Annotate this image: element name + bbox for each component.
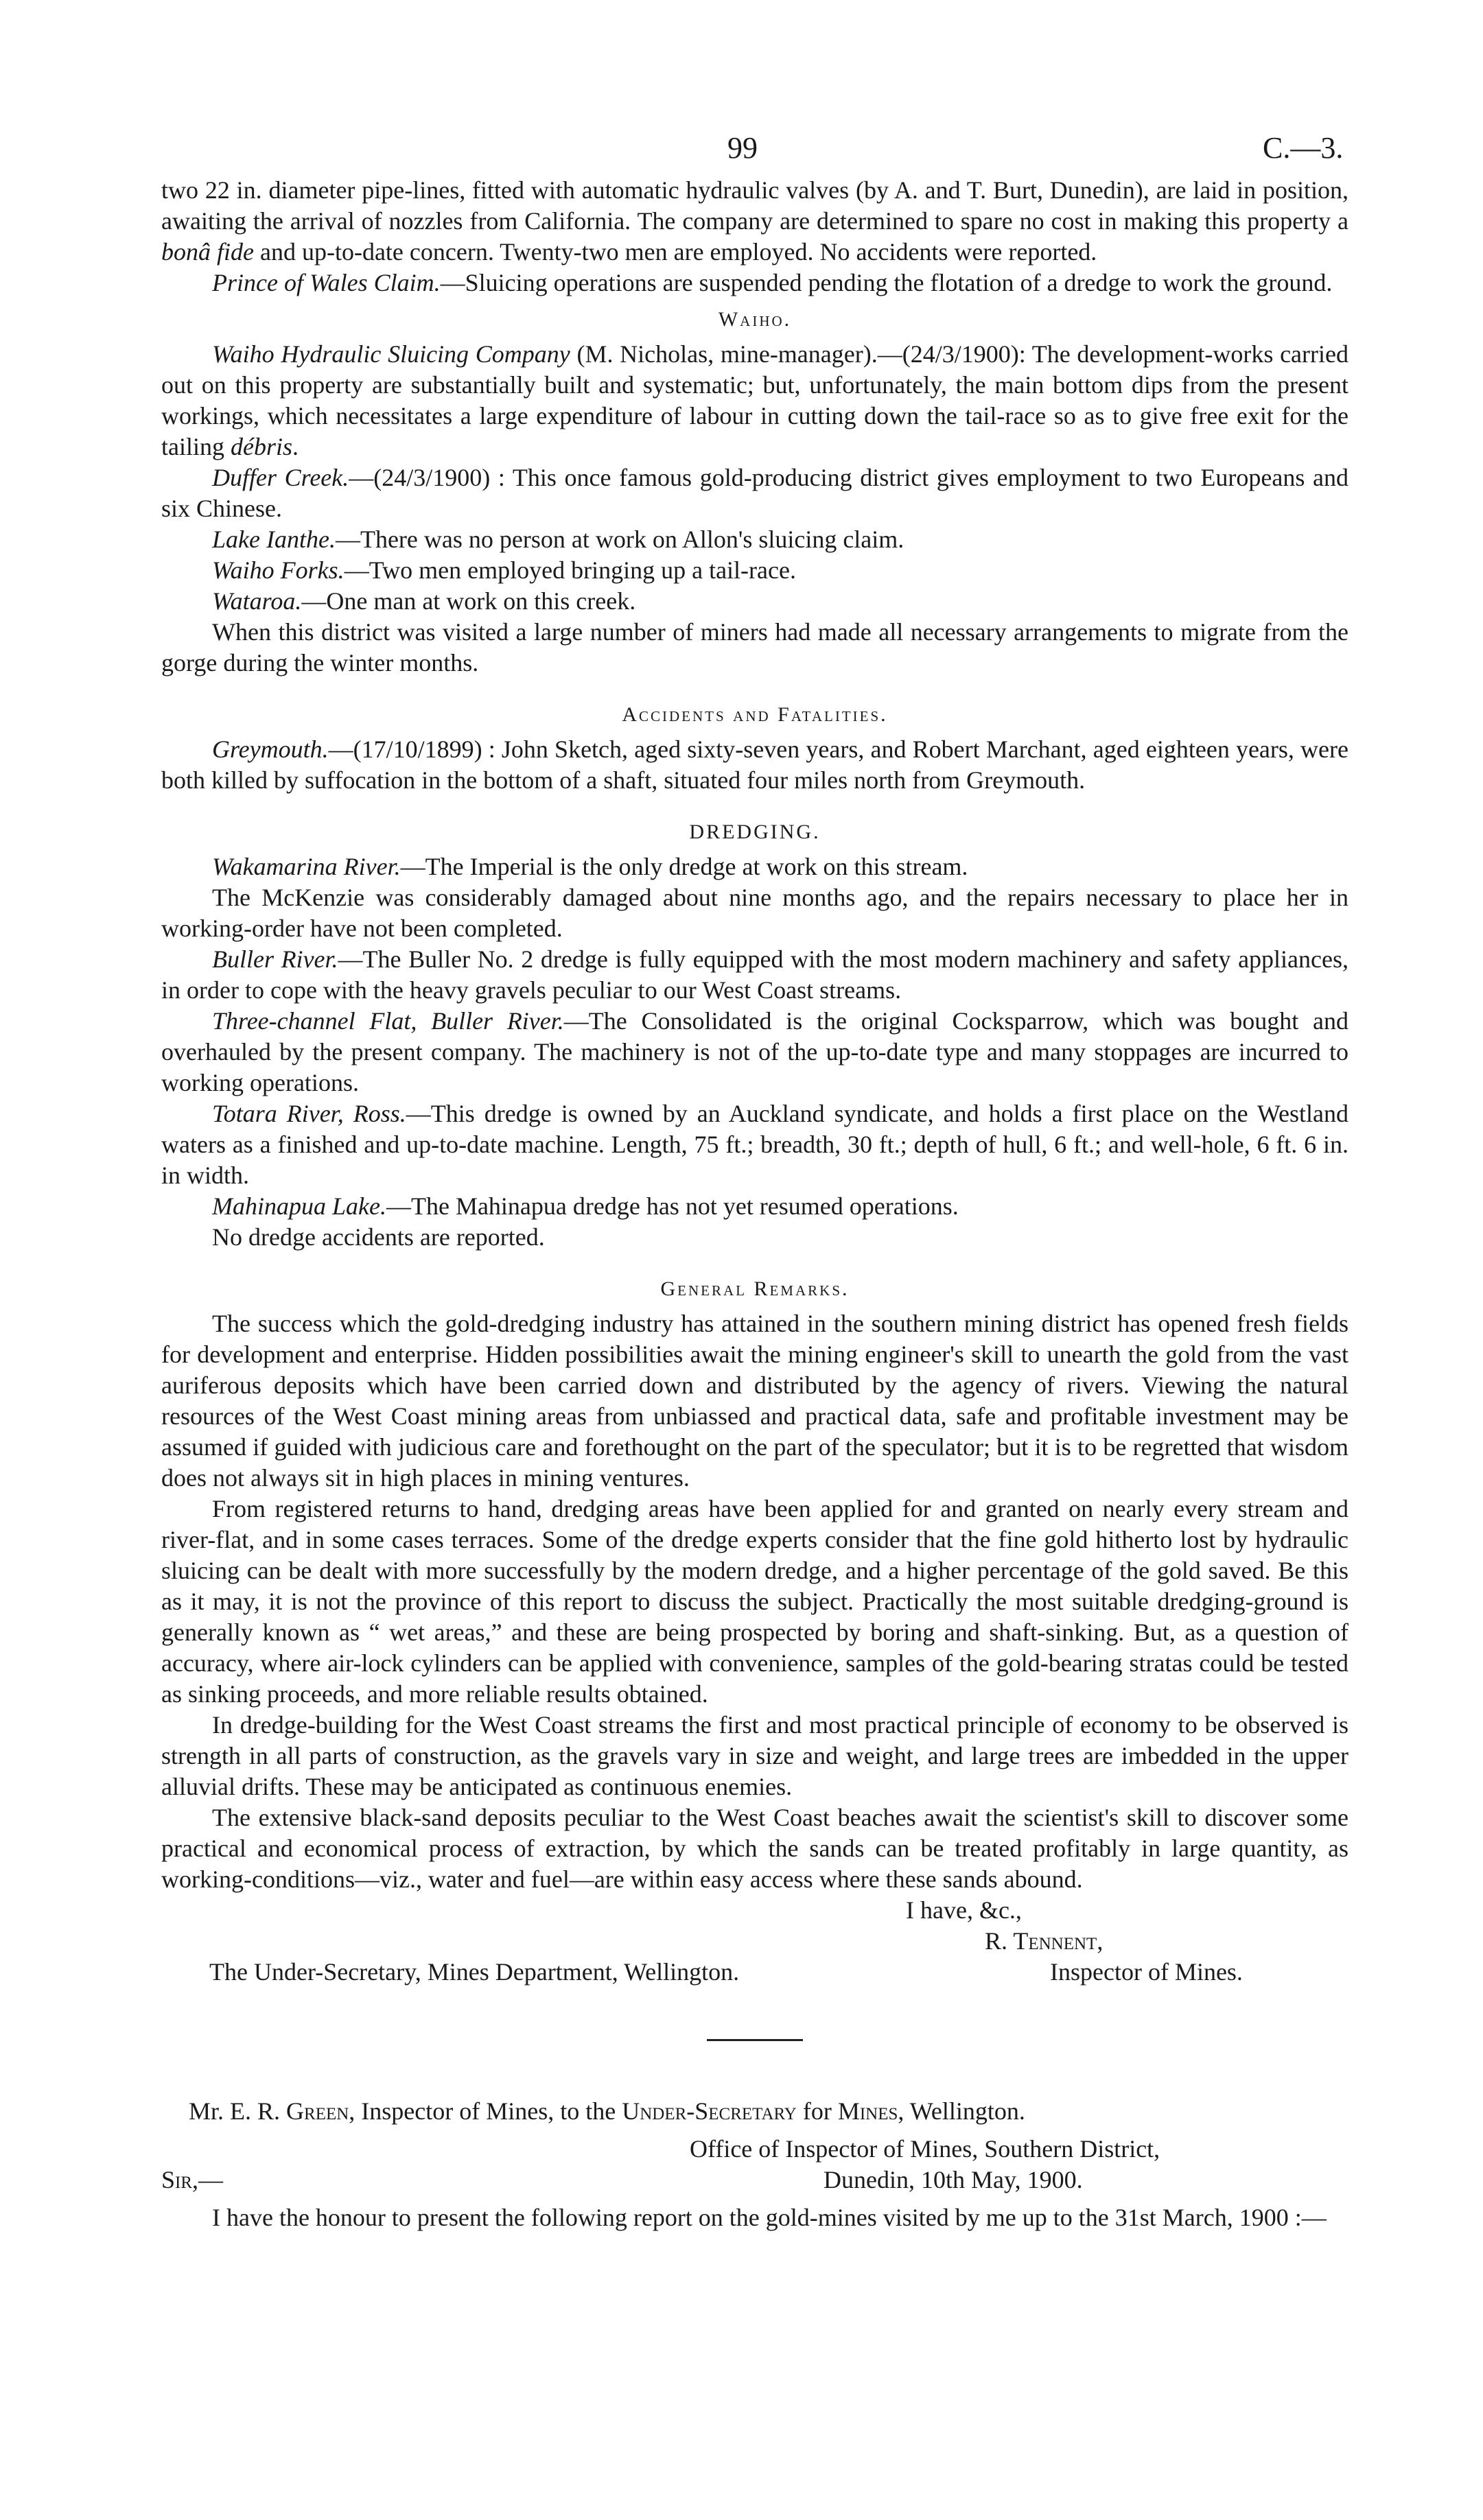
paragraph-district-visited: When this district was visited a large number of miners had made all necessary arrangements to migrate from the gorge during the winter months. — [161, 618, 1348, 676]
paragraph-mckenzie: The McKenzie was considerably damaged about nine months ago, and the repairs necessary to place her in working-order have not been completed. — [161, 884, 1348, 942]
paragraph-wataroa: Wataroa.—One man at work on this creek. — [212, 587, 636, 615]
paragraph-pipe-lines: two 22 in. diameter pipe-lines, fitted with automatic hydraulic valves (by A. and T. Burt, Dunedin), are laid in position, awaiting the arrival of nozzles from California. The company are determined to spare no cost in making this property a bonâ fide and up-to-date concern. Twenty-two men are employed. No accidents were reported. — [161, 176, 1348, 266]
paragraph-lake-ianthe: Lake Ianthe.—There was no person at work on Allon's sluicing claim. — [212, 526, 904, 553]
letter-heading: Mr. E. R. Green, Inspector of Mines, to the Under-Secretary for Mines, Wellington. — [189, 2097, 1025, 2125]
office-line: Office of Inspector of Mines, Southern District, — [690, 2135, 1160, 2163]
document-body — [161, 175, 1348, 2233]
salutation: Sir,— — [161, 2166, 224, 2193]
paragraph-waiho-forks: Waiho Forks.—Two men employed bringing up a tail-race. — [212, 556, 796, 584]
paragraph-totara-river: Totara River, Ross.—This dredge is owned by an Auckland syndicate, and holds a first place on the Westland waters as a finished and up-to-date machine. Length, 75 ft.; breadth, 30 ft.; depth of hull, 6 ft.; and well-hole, 6 ft. 6 in. in width. — [161, 1100, 1348, 1189]
paragraph-prince-of-wales: Prince of Wales Claim.—Sluicing operations are suspended pending the flotation of a dredge to work the ground. — [212, 269, 1333, 296]
heading-waiho: Waiho. — [718, 308, 792, 331]
paragraph-greymouth: Greymouth.—(17/10/1899) : John Sketch, aged sixty-seven years, and Robert Marchant, aged eighteen years, were both killed by suffocation in the bottom of a shaft, situated four miles north from Greymouth. — [161, 735, 1348, 794]
paragraph-report-intro: I have the honour to present the following report on the gold-mines visited by me up to the 31st March, 1900 :— — [212, 2204, 1327, 2231]
paragraph-general-remarks-2: From registered returns to hand, dredging areas have been applied for and granted on nearly every stream and river-flat, and in some cases terraces. Some of the dredge experts consider that the fine gold hitherto lost by hydraulic sluicing can be dealt with more successfully by the modern dredge, and a higher percentage of the gold saved. Be this as it may, it is not the province of this report to discuss the subject. Practically the most suitable dredging-ground is generally known as “ wet areas,” and these are being prospected by boring and shaft-sinking. But, as a question of accuracy, where air-lock cylinders can be applied with convenience, samples of the gold-bearing stratas could be tested as sinking proceeds, and more reliable results obtained. — [161, 1495, 1348, 1708]
paragraph-general-remarks-3: In dredge-building for the West Coast streams the first and most practical principle of economy to be observed is strength in all parts of construction, as the gravels vary in size and weight, and large trees are imbedded in the upper alluvial drifts. These may be anticipated as continuous enemies. — [161, 1711, 1348, 1800]
paragraph-waiho-hydraulic: Waiho Hydraulic Sluicing Company (M. Nicholas, mine-manager).—(24/3/1900): The development-works carried out on this property are substantially built and systematic; but, unfortunately, the main bottom dips from the present workings, which necessitates a large expenditure of labour in cutting down the tail-race so as to give free exit for the tailing débris. — [161, 340, 1348, 460]
heading-accidents: Accidents and Fatalities. — [622, 703, 888, 726]
signatory-name: R. Tennent, — [985, 1927, 1104, 1955]
section-divider — [707, 2039, 803, 2041]
paragraph-no-dredge-accidents: No dredge accidents are reported. — [212, 1223, 545, 1251]
address-block — [161, 2134, 1348, 2202]
signatory-title: Inspector of Mines. — [1050, 1958, 1243, 1986]
paragraph-mahinapua: Mahinapua Lake.—The Mahinapua dredge has not yet resumed operations. — [212, 1192, 959, 1220]
paragraph-general-remarks-4: The extensive black-sand deposits peculiar to the West Coast beaches await the scientist's skill to discover some practical and economical process of extraction, by which the sands can be treated profitably in large quantity, as working-conditions—viz., water and fuel—are within easy access where these sands abound. — [161, 1804, 1348, 1893]
sign-off: I have, &c., — [906, 1896, 1022, 1924]
page-number: 99 — [727, 131, 758, 165]
document-reference: C.—3. — [1263, 131, 1344, 165]
paragraph-duffer-creek: Duffer Creek.—(24/3/1900) : This once famous gold-producing district gives employment to two Europeans and six Chinese. — [161, 464, 1348, 522]
date-line: Dunedin, 10th May, 1900. — [824, 2166, 1083, 2193]
paragraph-three-channel-flat: Three-channel Flat, Buller River.—The Consolidated is the original Cocksparrow, which was bought and overhauled by the present company. The machinery is not of the up-to-date type and many stoppages are incurred to working operations. — [161, 1007, 1349, 1096]
paragraph-buller-river: Buller River.—The Buller No. 2 dredge is fully equipped with the most modern machinery and safety appliances, in order to cope with the heavy gravels peculiar to our West Coast streams. — [161, 945, 1348, 1004]
heading-general-remarks: General Remarks. — [660, 1277, 850, 1300]
heading-dredging: DREDGING. — [689, 821, 821, 843]
paragraph-wakamarina: Wakamarina River.—The Imperial is the only dredge at work on this stream. — [212, 853, 968, 880]
page-header — [0, 0, 1483, 165]
addressee: The Under-Secretary, Mines Department, Wellington. — [209, 1958, 740, 1986]
signature-block — [161, 1895, 1348, 1991]
paragraph-general-remarks-1: The success which the gold-dredging industry has attained in the southern mining district has opened fresh fields for development and enterprise. Hidden possibilities await the mining engineer's skill to unearth the gold from the vast auriferous deposits which have been carried down and distributed by the agency of rivers. Viewing the natural resources of the West Coast mining areas from unbiassed and practical data, safe and profitable investment may be assumed if guided with judicious care and forethought on the part of the speculator; but it is to be regretted that wisdom does not always sit in high places in mining ventures. — [161, 1310, 1348, 1492]
